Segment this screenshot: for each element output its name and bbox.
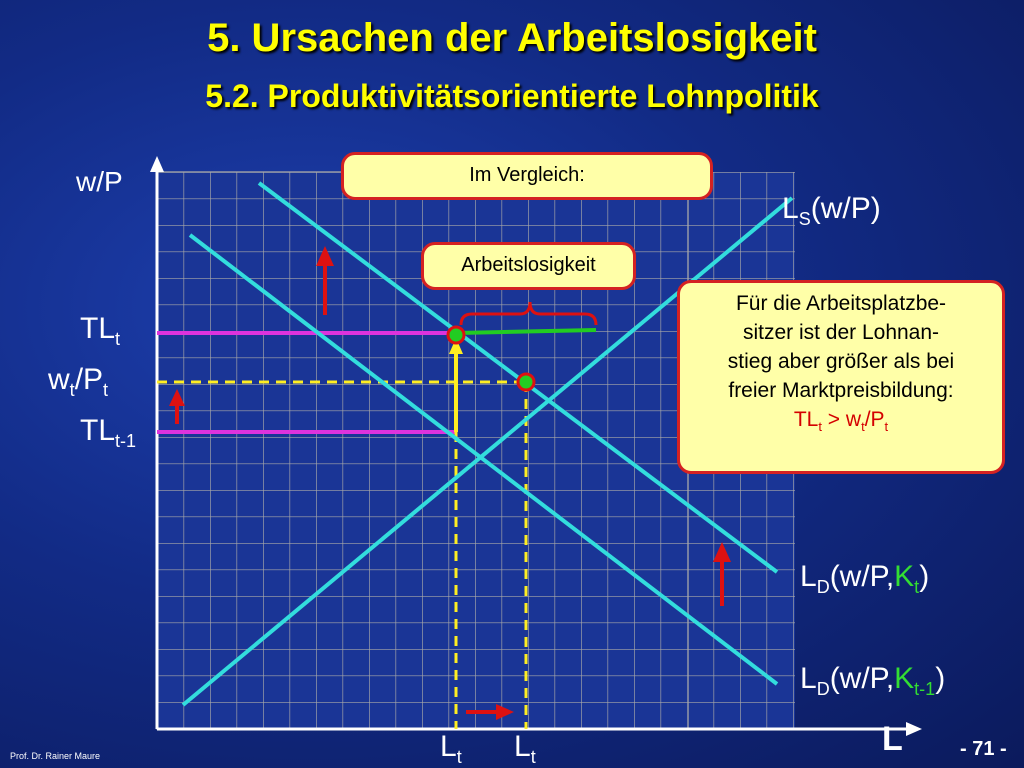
author-footer: Prof. Dr. Rainer Maure [10,751,101,761]
slide-title: 5. Ursachen der Arbeitslosigkeit [207,16,817,60]
y-axis-label: w/P [76,166,123,197]
info-line: stieg aber größer als bei [727,350,955,373]
l-t2-label: $L_t$ [514,730,536,767]
info-line: sitzer ist der Lohnan- [742,321,940,344]
supply-curve-label: $L_S(w/P)$ [782,192,881,229]
info-callout [677,280,1005,474]
info-line: Für die Arbeitsplatzbe- [735,292,947,315]
demand-curve-t-label: $L_D(w/P,K_t)$ [800,560,930,597]
comparison-callout: Im Vergleich: [341,152,713,200]
info-line: freier Marktpreisbildung: [728,379,954,402]
info-formula: $TL_t > w_t/P_t$ [793,408,889,435]
demand-curve-t1-label: $L_D(w/P,K_{t-1})$ [800,662,946,699]
equilibrium-point-icon [448,327,464,343]
w-p-label: $w_t/P_t$ [48,363,109,400]
tl-t1-label: $TL_{t-1}$ [80,414,137,451]
l-t1-label: $L_t$ [440,730,462,767]
tl-t-label: $TL_t$ [80,312,121,349]
equilibrium-point-icon [518,374,534,390]
page-number: - 71 - [960,738,1007,760]
x-axis-label: L [882,720,903,758]
unemployment-callout: Arbeitslosigkeit [421,242,636,290]
slide-subtitle: 5.2. Produktivitätsorientierte Lohnpolitik [205,78,819,114]
